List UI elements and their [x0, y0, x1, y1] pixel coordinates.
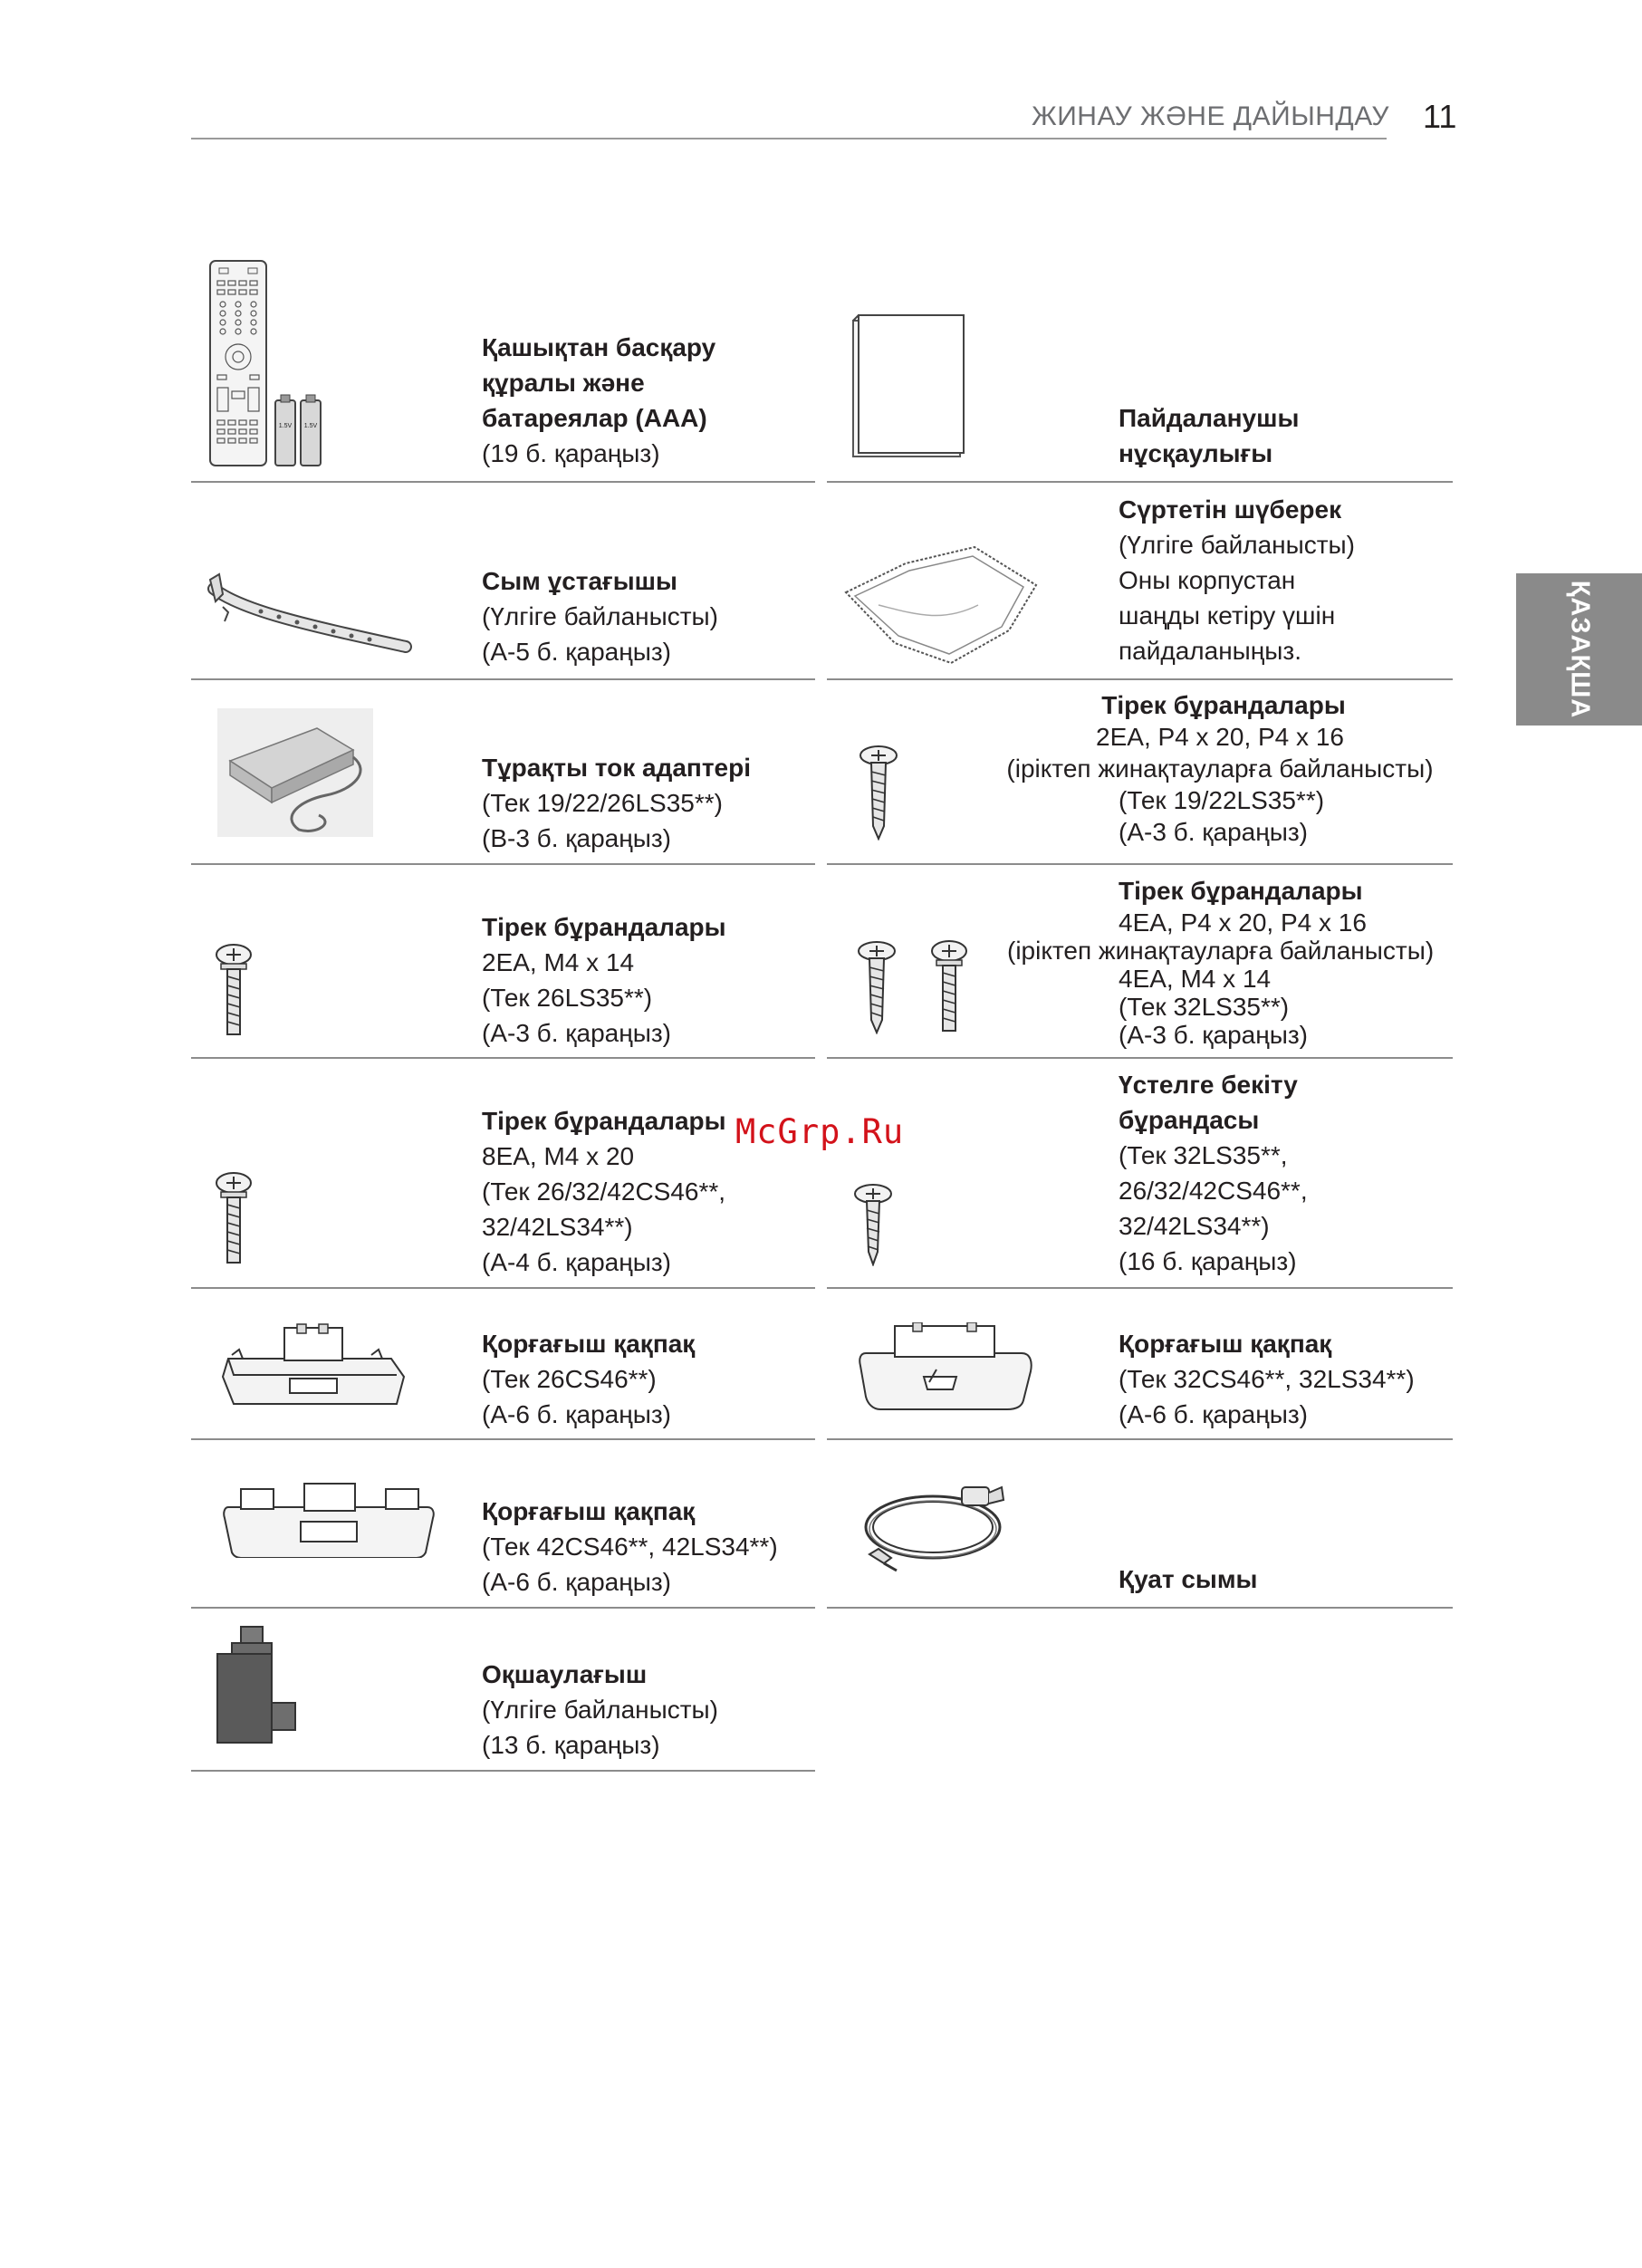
- isolator-icon: [214, 1625, 297, 1746]
- item-detail: (Үлгіге байланысты): [482, 1696, 718, 1724]
- item-detail: (13 б. қараңыз): [482, 1731, 660, 1759]
- item-title: Пайдаланушы: [1119, 404, 1300, 432]
- item-detail: (A-6 б. қараңыз): [482, 1400, 671, 1428]
- row-divider: [191, 1438, 815, 1440]
- item-detail: (19 б. қараңыз): [482, 439, 660, 467]
- item-stand-screws-m4x14: [482, 909, 726, 1051]
- item-detail: 2EA, M4 x 14: [482, 948, 635, 976]
- item-detail: (Тек 32LS35**): [1119, 993, 1290, 1021]
- item-title: бұрандасы: [1119, 1106, 1260, 1134]
- item-title: Тірек бұрандалары: [1101, 691, 1346, 719]
- item-protection-cover-42: [482, 1494, 778, 1600]
- item-title: Қуат сымы: [1119, 1565, 1258, 1593]
- item-protection-cover-26: [482, 1326, 695, 1432]
- row-divider: [191, 678, 815, 680]
- item-detail: Оны корпустан: [1119, 566, 1296, 594]
- row-divider: [191, 1287, 815, 1289]
- row-divider: [827, 1438, 1453, 1440]
- item-detail: (Тек 32LS35**,: [1119, 1141, 1288, 1169]
- item-detail: (A-3 б. қараңыз): [1119, 1021, 1308, 1049]
- stand-screw-icon: [859, 745, 898, 841]
- item-stand-screws-m4x20: [482, 1103, 726, 1280]
- item-isolator: [482, 1657, 718, 1763]
- row-divider: [191, 1770, 815, 1772]
- item-title: құралы және: [482, 369, 645, 397]
- item-detail: (A-4 б. қараңыз): [482, 1248, 671, 1276]
- item-stand-screws-p4: [994, 689, 1446, 848]
- power-cord-icon: [860, 1476, 1014, 1574]
- item-title: Тірек бұрандалары: [1119, 877, 1363, 905]
- header-rule: [191, 138, 1387, 139]
- cleaning-cloth-icon: [842, 542, 1040, 667]
- item-detail: (Тек 32CS46**, 32LS34**): [1119, 1365, 1415, 1393]
- row-divider: [827, 1287, 1453, 1289]
- stand-screws-icon: [857, 938, 975, 1034]
- item-desk-mount-screw: [1119, 1067, 1308, 1279]
- item-detail: (Тек 26LS35**): [482, 984, 653, 1012]
- item-detail: пайдаланыңыз.: [1119, 637, 1301, 665]
- row-divider: [191, 481, 815, 483]
- item-detail: (Тек 42CS46**, 42LS34**): [482, 1533, 778, 1561]
- item-title: Тірек бұрандалары: [482, 1107, 726, 1135]
- section-title: ЖИНАУ ЖӘНЕ ДАЙЫНДАУ: [1032, 101, 1389, 131]
- protection-cover-icon: [223, 1480, 437, 1558]
- item-detail: (B-3 б. қараңыз): [482, 824, 671, 852]
- item-title: Қорғағыш қақпақ: [1119, 1330, 1332, 1358]
- item-detail: 26/32/42CS46**,: [1119, 1177, 1308, 1205]
- item-stand-screws-mixed: [1007, 873, 1434, 1049]
- item-detail: (іріктеп жинақтауларға байланысты): [1007, 937, 1435, 965]
- item-detail: (A-3 б. қараңыз): [482, 1019, 671, 1047]
- desk-mount-screw-icon: [853, 1183, 893, 1266]
- manual-book-icon: [850, 312, 967, 462]
- item-detail: 2EA, P4 x 20, P4 x 16: [1096, 723, 1344, 751]
- item-detail: (A-6 б. қараңыз): [482, 1568, 671, 1596]
- item-title: батареялар (AAA): [482, 404, 707, 432]
- item-title: Тірек бұрандалары: [482, 913, 726, 941]
- row-divider: [827, 1607, 1453, 1609]
- item-detail: (Тек 19/22LS35**): [1119, 786, 1325, 814]
- item-user-manual: [1119, 400, 1299, 471]
- item-detail: (A-5 б. қараңыз): [482, 638, 671, 666]
- dc-adapter-icon: [217, 708, 373, 837]
- item-detail: 4EA, P4 x 20, P4 x 16: [1119, 908, 1367, 937]
- stand-screw-icon: [214, 942, 254, 1038]
- protection-cover-icon: [859, 1322, 1034, 1411]
- row-divider: [827, 678, 1453, 680]
- battery-label: 1.5V: [303, 423, 318, 429]
- item-detail: (Үлгіге байланысты): [1119, 531, 1355, 559]
- item-detail: шаңды кетіру үшін: [1119, 601, 1336, 629]
- row-divider: [827, 1057, 1453, 1059]
- item-title: Үстелге бекіту: [1119, 1071, 1298, 1099]
- row-divider: [827, 481, 1453, 483]
- row-divider: [191, 863, 815, 865]
- item-protection-cover-32: [1119, 1326, 1415, 1432]
- row-divider: [827, 863, 1453, 865]
- item-cable-holder: [482, 563, 718, 669]
- page-number: 11: [1423, 98, 1457, 135]
- language-tab-label: ҚАЗАҚША: [1565, 580, 1594, 719]
- item-title: Қорғағыш қақпақ: [482, 1497, 696, 1525]
- item-detail: (іріктеп жинақтауларға байланысты): [1006, 754, 1434, 783]
- item-title: Қашықтан басқару: [482, 333, 716, 361]
- watermark: McGrp.Ru: [735, 1112, 905, 1151]
- item-detail: 4EA, M4 x 14: [1119, 965, 1272, 993]
- protection-cover-icon: [219, 1322, 406, 1406]
- item-detail: (Тек 26/32/42CS46**,: [482, 1177, 726, 1206]
- battery-label: 1.5V: [278, 423, 293, 429]
- cable-holder-icon: [206, 571, 413, 659]
- row-divider: [191, 1607, 815, 1609]
- language-tab: [1516, 573, 1642, 726]
- item-detail: (A-3 б. қараңыз): [1119, 818, 1308, 846]
- item-title: Сүртетін шүберек: [1119, 495, 1342, 524]
- item-cleaning-cloth: [1119, 492, 1355, 668]
- item-dc-adapter: [482, 750, 751, 856]
- item-title: Тұрақты ток адаптері: [482, 754, 752, 782]
- stand-screw-icon: [214, 1170, 254, 1266]
- item-title: Оқшаулағыш: [482, 1660, 648, 1688]
- item-detail: (16 б. қараңыз): [1119, 1247, 1297, 1275]
- item-remote-control: [482, 330, 715, 471]
- item-title: нұсқаулығы: [1119, 439, 1273, 467]
- item-power-cord: [1119, 1562, 1257, 1597]
- item-title: Қорғағыш қақпақ: [482, 1330, 696, 1358]
- item-detail: (A-6 б. қараңыз): [1119, 1400, 1308, 1428]
- item-detail: (Үлгіге байланысты): [482, 602, 718, 630]
- item-detail: (Тек 26CS46**): [482, 1365, 657, 1393]
- item-detail: (Тек 19/22/26LS35**): [482, 789, 723, 817]
- item-detail: 32/42LS34**): [1119, 1212, 1270, 1240]
- remote-control-icon: [206, 259, 328, 469]
- item-title: Сым ұстағышы: [482, 567, 677, 595]
- item-detail: 8EA, M4 x 20: [482, 1142, 635, 1170]
- row-divider: [191, 1057, 815, 1059]
- item-detail: 32/42LS34**): [482, 1213, 633, 1241]
